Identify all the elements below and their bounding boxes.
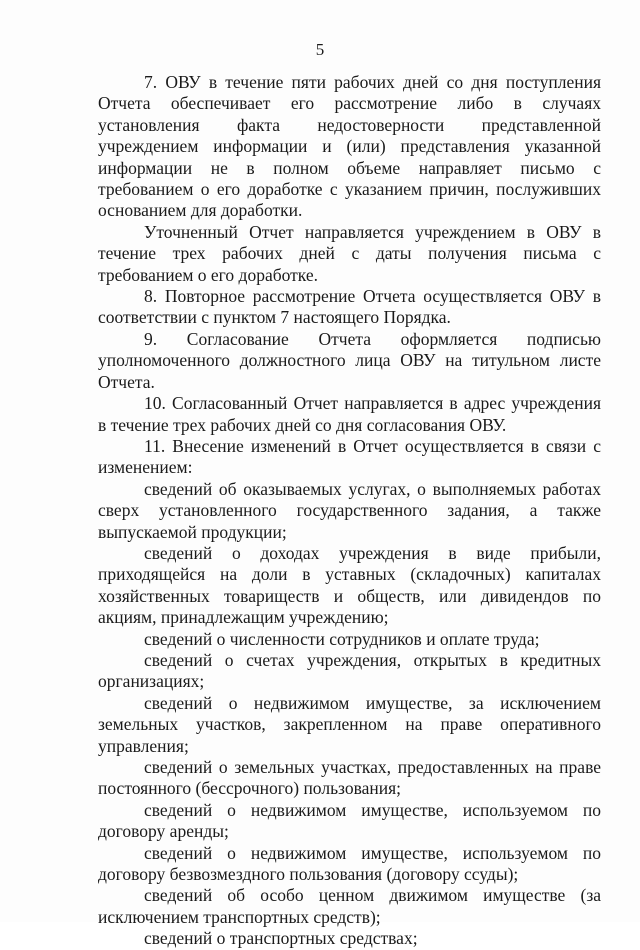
paragraph-11: 11. Внесение изменений в Отчет осуществляется в связи с изменением: — [98, 435, 601, 478]
list-item: сведений о транспортных средствах; — [144, 928, 418, 949]
paragraph-7-continuation: Уточненный Отчет направляется учреждением в ОВУ в течение трех рабочих дней с даты получения письма с требованием о его доработке. — [98, 221, 601, 285]
paragraph-8: 8. Повторное рассмотрение Отчета осуществляется ОВУ в соответствии с пунктом 7 настоящего Порядка. — [98, 286, 601, 328]
list-item: сведений о земельных участках, предоставленных на праве постоянного (бессрочного) пользования; — [98, 757, 601, 799]
paragraph-7: 7. ОВУ в течение пяти рабочих дней со дня поступления Отчета обеспечивает его рассмотрение либо в случаях установления факта недостоверности представленной учреждением информации и (или) представления указанной информации не в полном объеме направляет письмо с требованием о его доработке с указанием причин, послуживших основанием для доработки. — [98, 72, 601, 221]
list-item: сведений об особо ценном движимом имуществе (за исключением транспортных средств); — [98, 885, 601, 927]
list-item: сведений о доходах учреждения в виде прибыли, приходящейся на доли в уставных (складочных) капиталах хозяйственных товариществ и обществ, или дивидендов по акциям, принадлежащим учреждению; — [98, 542, 601, 628]
list-item: сведений о численности сотрудников и оплате труда; — [144, 628, 540, 649]
page-number: 5 — [315, 40, 325, 59]
list-item: сведений об оказываемых услугах, о выполняемых работах сверх установленного государственного задания, а также выпускаемой продукции; — [98, 478, 601, 542]
list-item: сведений о недвижимом имуществе, используемом по договору безвозмездного пользования (договору ссуды); — [98, 842, 601, 885]
paragraph-9: 9. Согласование Отчета оформляется подписью уполномоченного должностного лица ОВУ на титульном листе Отчета. — [98, 328, 601, 392]
list-item: сведений о недвижимом имуществе, используемом по договору аренды; — [98, 799, 601, 842]
list-item: сведений о счетах учреждения, открытых в кредитных организациях; — [98, 649, 601, 692]
list-item: сведений о недвижимом имуществе, за исключением земельных участков, закрепленном на праве оперативного управления; — [98, 692, 601, 756]
document-body — [98, 72, 601, 950]
paragraph-10: 10. Согласованный Отчет направляется в адрес учреждения в течение трех рабочих дней со дня согласования ОВУ. — [98, 393, 601, 435]
